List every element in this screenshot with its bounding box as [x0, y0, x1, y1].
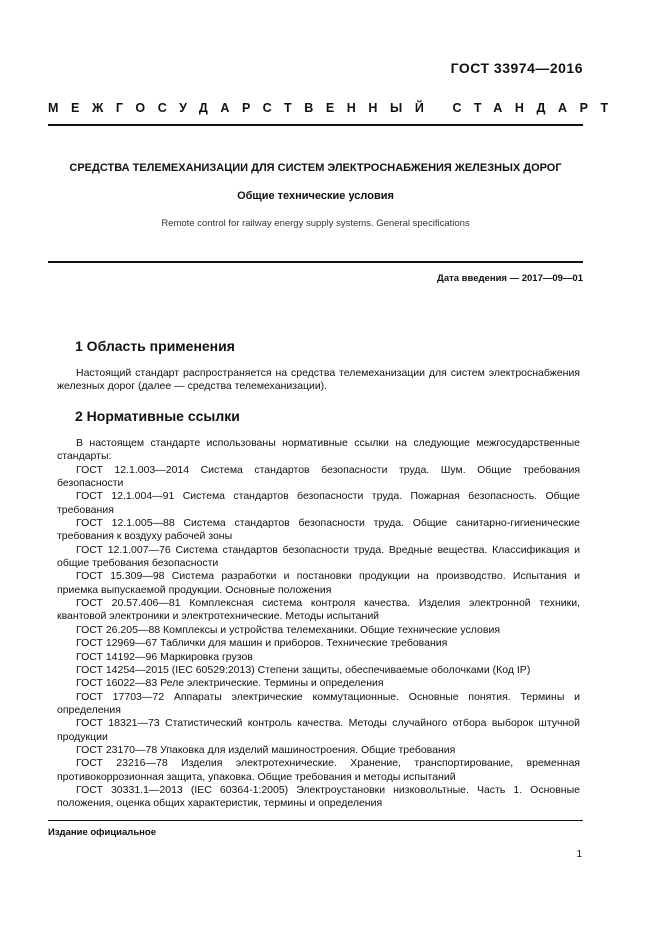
section-2-heading: 2 Нормативные ссылки	[75, 408, 240, 424]
reference-item: ГОСТ 15.309—98 Система разработки и постановки продукции на производство. Испытания и приемка выпускаемой продукции. Основные положения	[57, 570, 580, 596]
reference-item: ГОСТ 23216—78 Изделия электротехнические. Хранение, транспортирование, временная противокоррозионная защита, упаковка. Общие требования и методы испытаний	[57, 757, 580, 783]
title-rule	[48, 261, 583, 263]
footer-rule	[48, 820, 583, 821]
reference-item: ГОСТ 30331.1—2013 (IEC 60364-1:2005) Электроустановки низковольтные. Часть 1. Основные положения, оценка общих характеристик, термины и определения	[57, 783, 580, 810]
reference-item: ГОСТ 18321—73 Статистический контроль качества. Методы случайного отбора выборок штучной продукции	[57, 717, 580, 743]
reference-item: ГОСТ 20.57.406—81 Комплексная система контроля качества. Изделия электронной техники, квантовой электроники и электротехнические. Методы испытаний	[57, 597, 580, 623]
reference-item: ГОСТ 14254—2015 (IEC 60529:2013) Степени защиты, обеспечиваемые оболочками (Код IP)	[76, 663, 531, 676]
reference-item: ГОСТ 12.1.004—91 Система стандартов безопасности труда. Пожарная безопасность. Общие требования	[57, 490, 580, 516]
reference-item: ГОСТ 12969—67 Таблички для машин и приборов. Технические требования	[76, 637, 448, 650]
standard-title: СРЕДСТВА ТЕЛЕМЕХАНИЗАЦИИ ДЛЯ СИСТЕМ ЭЛЕКТРОСНАБЖЕНИЯ ЖЕЛЕЗНЫХ ДОРОГ	[69, 162, 562, 174]
reference-item: ГОСТ 17703—72 Аппараты электрические коммутационные. Основные понятия. Термины и определения	[57, 690, 580, 716]
introduction-date: Дата введения — 2017—09—01	[437, 273, 583, 284]
page-number: 1	[576, 849, 582, 860]
normative-references	[57, 437, 580, 811]
reference-item: ГОСТ 12.1.003—2014 Система стандартов безопасности труда. Шум. Общие требования безопасности	[57, 463, 580, 490]
section-1-text: Настоящий стандарт распространяется на средства телемеханизации для систем электроснабжения железных дорог (далее — средства телемеханизации).	[57, 367, 580, 393]
official-edition-note: Издание официальное	[48, 827, 156, 838]
references-intro: В настоящем стандарте использованы нормативные ссылки на следующие межгосударственные стандарты:	[57, 437, 580, 463]
header-rule	[48, 124, 583, 126]
interstate-standard-label: МЕЖГОСУДАРСТВЕННЫЙ СТАНДАРТ	[48, 101, 621, 115]
standard-subtitle: Общие технические условия	[237, 190, 394, 202]
reference-item: ГОСТ 16022—83 Реле электрические. Термины и определения	[76, 677, 384, 690]
document-number: ГОСТ 33974—2016	[450, 60, 583, 76]
reference-item: ГОСТ 12.1.005—88 Система стандартов безопасности труда. Общие санитарно-гигиенические требования к воздуху рабочей зоны	[57, 517, 580, 543]
section-1-heading: 1 Область применения	[75, 338, 235, 354]
reference-item: ГОСТ 14192—96 Маркировка грузов	[76, 650, 253, 663]
reference-item: ГОСТ 26.205—88 Комплексы и устройства телемеханики. Общие технические условия	[76, 623, 501, 636]
reference-item: ГОСТ 23170—78 Упаковка для изделий машиностроения. Общие требования	[76, 743, 456, 756]
reference-item: ГОСТ 12.1.007—76 Система стандартов безопасности труда. Вредные вещества. Классификация и общие требования безопасности	[57, 543, 580, 570]
english-title: Remote control for railway energy supply systems. General specifications	[161, 218, 470, 229]
